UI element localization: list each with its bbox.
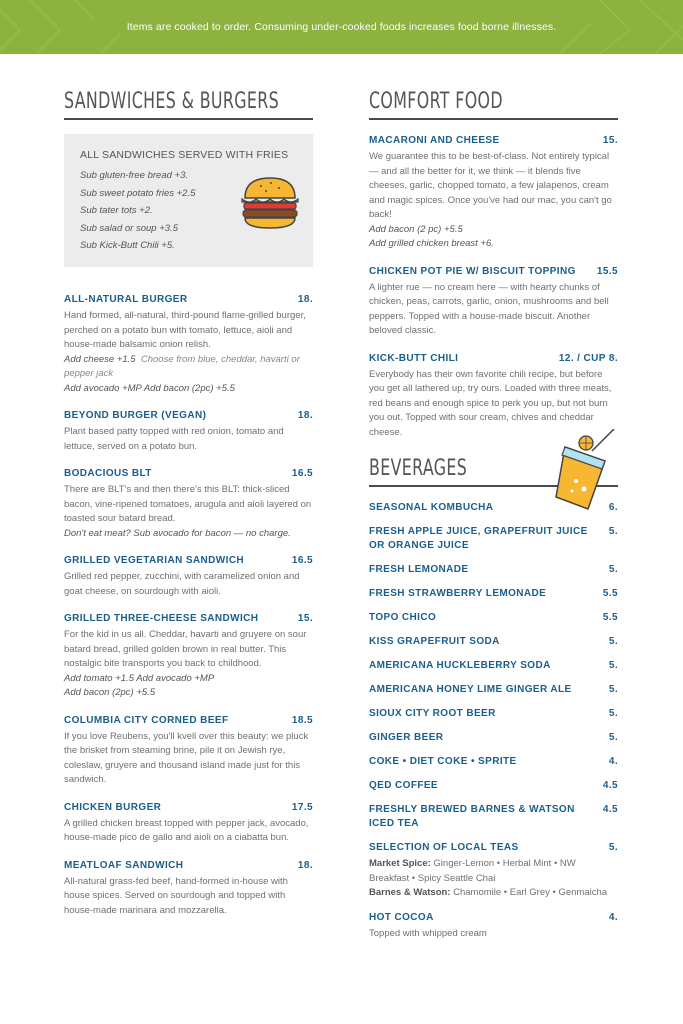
tea-list — [369, 886, 618, 901]
menu-item — [369, 707, 618, 721]
item-price: 6. — [608, 502, 618, 513]
item-name: AMERICANA HUCKLEBERRY SODA — [369, 660, 551, 671]
tea-varieties: Chamomile • Earl Grey • Genmaicha — [450, 887, 608, 898]
menu-item — [64, 801, 313, 846]
menu-item — [64, 714, 313, 788]
menu-item — [369, 911, 618, 942]
section-rule — [369, 118, 618, 120]
menu-item — [369, 683, 618, 697]
menu-item — [64, 293, 313, 396]
item-price: 4.5 — [602, 804, 618, 815]
item-name: TOPO CHICO — [369, 612, 437, 623]
item-description: We guarantee this to be best-of-class. Not entirely typical — and all the better for it, we think — it blends five cheeses, garlic, chopped tomato, a few jalapenos, cream and magic spices. Once you've had our mac, you can't go back! — [369, 151, 612, 220]
item-description: Hand formed, all-natural, third-pound flame-grilled burger, perched on a potato bun with tomato, lettuce, aioli and house-made balsamic onion relish. — [64, 310, 306, 350]
item-name: AMERICANA HONEY LIME GINGER ALE — [369, 684, 572, 695]
section-title-sandwiches: SANDWICHES & BURGERS — [64, 89, 280, 114]
item-price: 16.5 — [291, 555, 313, 566]
item-name: KISS GRAPEFRUIT SODA — [369, 636, 500, 647]
item-price: 5.5 — [602, 588, 618, 599]
top-banner — [0, 0, 683, 54]
item-addon — [64, 353, 313, 382]
menu-item — [369, 265, 618, 339]
item-addon: Add bacon (2 pc) +5.5 — [369, 223, 463, 235]
sides-heading: ALL SANDWICHES SERVED WITH FRIES — [80, 149, 289, 161]
menu-item — [369, 803, 618, 831]
item-name: ALL-NATURAL BURGER — [64, 294, 188, 305]
item-price: 5. — [608, 684, 618, 695]
menu-item — [64, 859, 313, 919]
menu-item — [369, 134, 618, 252]
item-price: 18.5 — [291, 714, 313, 726]
burger-icon — [239, 174, 301, 232]
tea-brand: Market Spice: — [369, 858, 431, 869]
item-name: FRESH APPLE JUICE, GRAPEFRUIT JUICE OR ORANGE JUICE — [369, 526, 588, 551]
item-addon: Add tomato +1.5 Add avocado +MP — [64, 672, 215, 684]
item-price: 5. — [608, 526, 618, 537]
menu-item — [369, 635, 618, 649]
banner-notice: Items are cooked to order. Consuming under-cooked foods increases food borne illnesses. — [126, 21, 557, 33]
item-description: For the kid in us all. Cheddar, havarti and gruyere on sour batard bread, grilled golden brown in real butter. This nostalgic bite transports you back to childhood. — [64, 629, 307, 669]
item-price: 17.5 — [291, 801, 313, 813]
item-name: MACARONI AND CHEESE — [369, 135, 500, 146]
item-name: FRESHLY BREWED BARNES & WATSON ICED TEA — [369, 804, 575, 829]
item-price: 5.5 — [602, 612, 618, 623]
item-price: 15. — [602, 135, 618, 146]
comfort-beverages-column — [369, 86, 618, 951]
item-price: 15.5 — [596, 265, 618, 277]
item-name: KICK-BUTT CHILI — [369, 352, 459, 364]
item-description: Topped with whipped cream — [369, 927, 487, 939]
item-addon: Add bacon (2pc) +5.5 — [64, 687, 156, 698]
addon-note: Choose from blue, cheddar, havarti or pepper jack — [64, 353, 300, 379]
menu-item — [369, 755, 618, 769]
addon-text: Add cheese +1.5 — [64, 353, 136, 365]
side-option: Sub salad or soup +3.5 — [80, 222, 178, 234]
menu-item — [64, 467, 313, 541]
item-name: GRILLED VEGETARIAN SANDWICH — [64, 555, 245, 566]
item-price: 18. — [297, 859, 313, 871]
item-name: GINGER BEER — [369, 732, 444, 743]
item-name: CHICKEN POT PIE W/ BISCUIT TOPPING — [369, 265, 576, 277]
item-description: Everybody has their own favorite chili recipe, but before you get all lathered up, try ours. Loaded with three meats, red beans and enough spice to perk you up, but not burn you out. Topped with sour cream, chives and cheddar cheese. — [369, 368, 612, 438]
item-name: SEASONAL KOMBUCHA — [369, 502, 494, 513]
item-addon: Don't eat meat? Sub avocado for bacon — no charge. — [64, 527, 291, 539]
menu-item — [64, 554, 313, 599]
item-addon: Add avocado +MP Add bacon (2pc) +5.5 — [64, 382, 235, 394]
side-option: Sub tater tots +2. — [80, 205, 153, 216]
beverages-header — [369, 453, 618, 485]
item-price: 5. — [608, 732, 618, 743]
item-name: BODACIOUS BLT — [64, 468, 152, 479]
item-price: 16.5 — [291, 468, 313, 479]
item-name: FRESH LEMONADE — [369, 564, 469, 575]
section-title-comfort: COMFORT FOOD — [369, 89, 503, 114]
section-title-beverages: BEVERAGES — [369, 456, 468, 481]
item-price: 4.5 — [602, 780, 618, 791]
side-option: Sub gluten-free bread +3. — [80, 170, 189, 181]
item-description: All-natural grass-fed beef, hand-formed in-house with house spices. Served on sourdough and topped with house-made marinara and mozzarella. — [64, 875, 288, 916]
menu-item — [369, 659, 618, 673]
side-option: Sub Kick-Butt Chili +5. — [80, 240, 175, 251]
item-name: BEYOND BURGER (VEGAN) — [64, 410, 207, 421]
menu-item — [369, 587, 618, 601]
menu-item — [369, 779, 618, 793]
tea-brand: Barnes & Watson: — [369, 887, 451, 898]
item-price: 5. — [608, 660, 618, 671]
item-price: 18. — [297, 410, 313, 421]
item-description: If you love Reubens, you'll kvell over this beauty: we pluck the brisket from steaming brine, pile it on Jewish rye, coleslaw, gruyere and thousand island made just for this sandwich. — [64, 730, 309, 785]
tea-list — [369, 857, 618, 886]
drink-icon — [548, 429, 618, 517]
menu-item-teas — [369, 841, 618, 901]
item-price: 5. — [608, 636, 618, 647]
tea-varieties: Ginger-Lemon • Herbal Mint • NW Breakfast • Spicy Seattle Chai — [369, 858, 576, 884]
item-price: 4. — [608, 911, 618, 923]
sandwiches-column — [64, 86, 313, 931]
menu-item — [369, 352, 618, 441]
item-name: HOT COCOA — [369, 911, 434, 923]
section-rule — [64, 118, 313, 120]
item-name: SIOUX CITY ROOT BEER — [369, 708, 496, 719]
item-name: COLUMBIA CITY CORNED BEEF — [64, 714, 229, 726]
item-description: Plant based patty topped with red onion, tomato and lettuce, served on a potato bun. — [64, 426, 284, 452]
item-description: A lighter rue — no cream here — with hearty chunks of chicken, peas, carrots, garlic, onion, mushrooms and bell peppers. Topped with a house-made biscuit. Another beloved classic. — [369, 281, 609, 336]
menu-item — [64, 612, 313, 701]
item-price: 18. — [297, 294, 313, 305]
item-name: CHICKEN BURGER — [64, 801, 162, 813]
item-price: 5. — [608, 842, 618, 853]
menu-item — [369, 731, 618, 745]
menu-item — [369, 563, 618, 577]
side-option: Sub sweet potato fries +2.5 — [80, 187, 196, 199]
item-price: 5. — [608, 564, 618, 575]
item-name: FRESH STRAWBERRY LEMONADE — [369, 588, 547, 599]
item-price: 15. — [297, 613, 313, 624]
item-price: 5. — [608, 708, 618, 719]
item-price: 12. / CUP 8. — [558, 352, 618, 364]
item-name: SELECTION OF LOCAL TEAS — [369, 842, 519, 853]
item-description: A grilled chicken breast topped with pepper jack, avocado, house-made pico de gallo and aioli on a ciabatta bun. — [64, 817, 309, 843]
item-name: GRILLED THREE-CHEESE SANDWICH — [64, 613, 259, 624]
item-name: COKE • DIET COKE • SPRITE — [369, 756, 517, 767]
menu-item — [369, 611, 618, 625]
menu-item — [64, 409, 313, 454]
item-price: 4. — [608, 756, 618, 767]
sides-box — [64, 134, 313, 267]
item-description: There are BLT's and then there's this BLT: thick-sliced bacon, vine-ripened tomatoes, arugula and aioli layered on toasted sour batard bread. — [64, 484, 312, 524]
item-addon: Add grilled chicken breast +6. — [369, 238, 494, 249]
item-name: MEATLOAF SANDWICH — [64, 859, 184, 871]
menu-item — [369, 525, 618, 553]
item-description: Grilled red pepper, zucchini, with caramelized onion and goat cheese, on sourdough with aioli. — [64, 571, 300, 597]
item-name: QED COFFEE — [369, 780, 439, 791]
